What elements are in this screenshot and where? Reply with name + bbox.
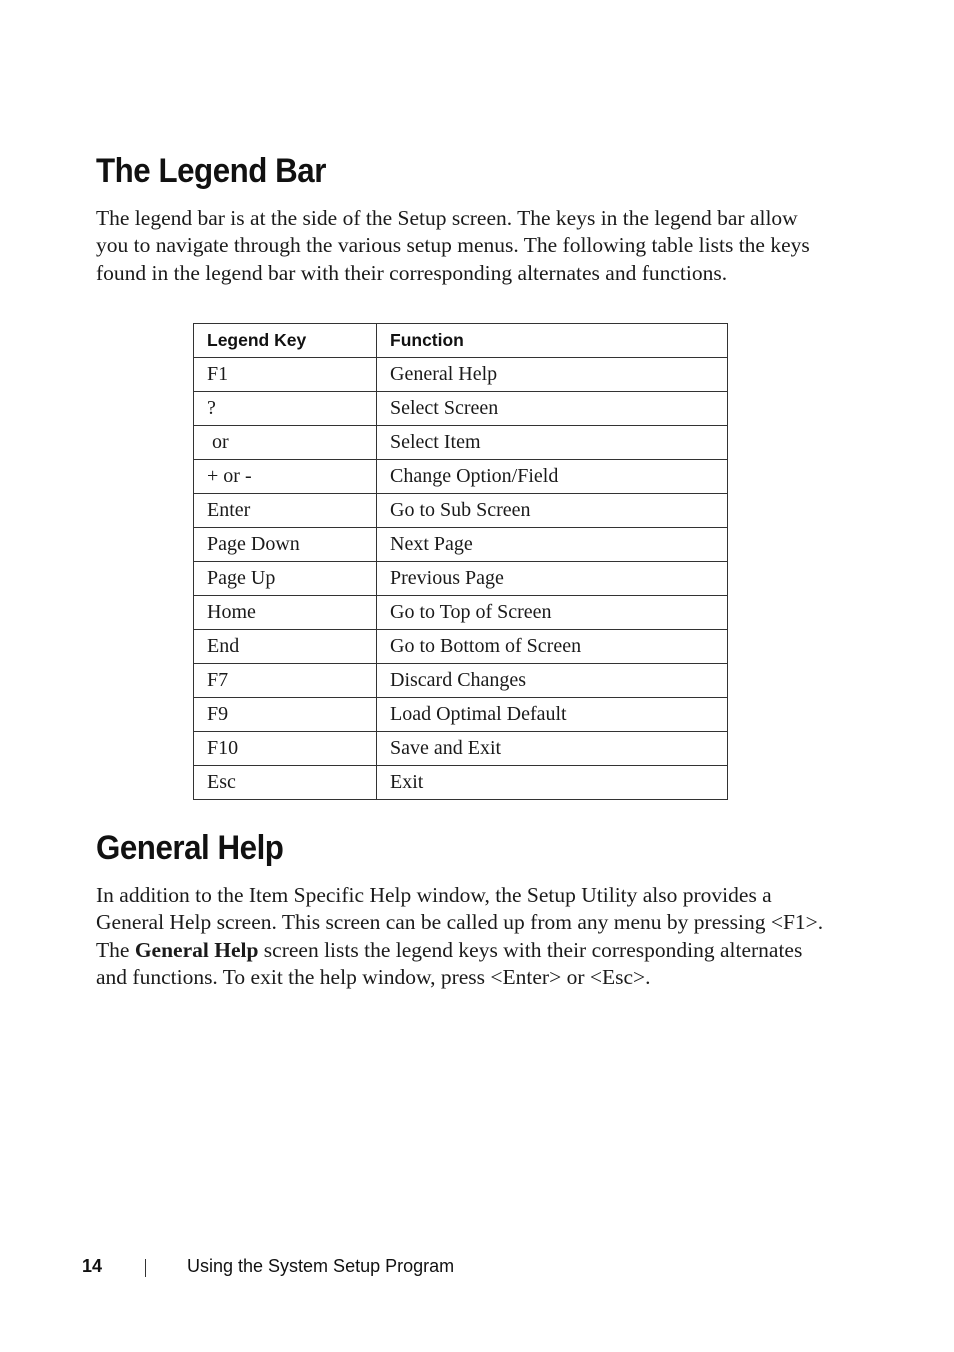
function-cell: Go to Sub Screen: [377, 494, 728, 528]
legend-key-cell: End: [194, 630, 377, 664]
function-cell: Select Item: [377, 426, 728, 460]
legend-bar-paragraph: The legend bar is at the side of the Setup screen. The keys in the legend bar allow you to navigate through the various setup menus. The following table lists the keys found in the legend bar with their corresponding alternates and functions.: [96, 206, 810, 285]
general-help-paragraph: [96, 882, 826, 991]
function-cell: General Help: [377, 358, 728, 392]
table-row: [194, 392, 728, 426]
legend-key-cell: F7: [194, 664, 377, 698]
function-cell: Load Optimal Default: [377, 698, 728, 732]
legend-key-cell: F10: [194, 732, 377, 766]
table-row: [194, 562, 728, 596]
table-row: [194, 698, 728, 732]
page-number: 14: [82, 1256, 103, 1276]
function-cell: Change Option/Field: [377, 460, 728, 494]
table-row: [194, 664, 728, 698]
legend-key-cell: + or -: [194, 460, 377, 494]
table-row: [194, 630, 728, 664]
section-heading-legend-bar: The Legend Bar: [96, 152, 326, 190]
function-cell: Save and Exit: [377, 732, 728, 766]
page-footer: [0, 1256, 954, 1284]
legend-key-cell: F1: [194, 358, 377, 392]
function-cell: Next Page: [377, 528, 728, 562]
legend-key-cell: ?: [194, 392, 377, 426]
column-header-function: Function: [377, 324, 728, 358]
legend-key-cell: Esc: [194, 766, 377, 800]
function-cell: Go to Top of Screen: [377, 596, 728, 630]
chapter-title: Using the System Setup Program: [187, 1256, 455, 1276]
table-row: [194, 732, 728, 766]
table-row: [194, 596, 728, 630]
table-header-row: [194, 324, 728, 358]
legend-key-cell: F9: [194, 698, 377, 732]
table-row: [194, 426, 728, 460]
function-cell: Previous Page: [377, 562, 728, 596]
function-cell: Go to Bottom of Screen: [377, 630, 728, 664]
legend-keys-table: [193, 323, 728, 800]
table-row: [194, 494, 728, 528]
general-help-emphasis: General Help: [134, 937, 259, 962]
legend-key-cell: Page Up: [194, 562, 377, 596]
function-cell: Discard Changes: [377, 664, 728, 698]
footer-separator: [145, 1259, 146, 1277]
function-cell: Select Screen: [377, 392, 728, 426]
column-header-legend-key: Legend Key: [194, 324, 377, 358]
legend-key-cell: Page Down: [194, 528, 377, 562]
section-heading-general-help: General Help: [96, 829, 284, 867]
table-row: [194, 460, 728, 494]
function-cell: Exit: [377, 766, 728, 800]
legend-key-cell: Enter: [194, 494, 377, 528]
general-help-text-start: In addition to the Item Specific Help window, the Setup Utility also provides a General Help screen. This screen can be called up from any menu by pressing <F1>. The: [96, 883, 824, 962]
table-row: [194, 358, 728, 392]
general-help-text-end: screen lists the legend keys with their corresponding alternates and functions. To exit the help window, press <Enter> or <Esc>.: [96, 937, 803, 989]
table-row: [194, 766, 728, 800]
legend-key-cell: Home: [194, 596, 377, 630]
table-row: [194, 528, 728, 562]
legend-key-cell: or: [194, 426, 377, 460]
